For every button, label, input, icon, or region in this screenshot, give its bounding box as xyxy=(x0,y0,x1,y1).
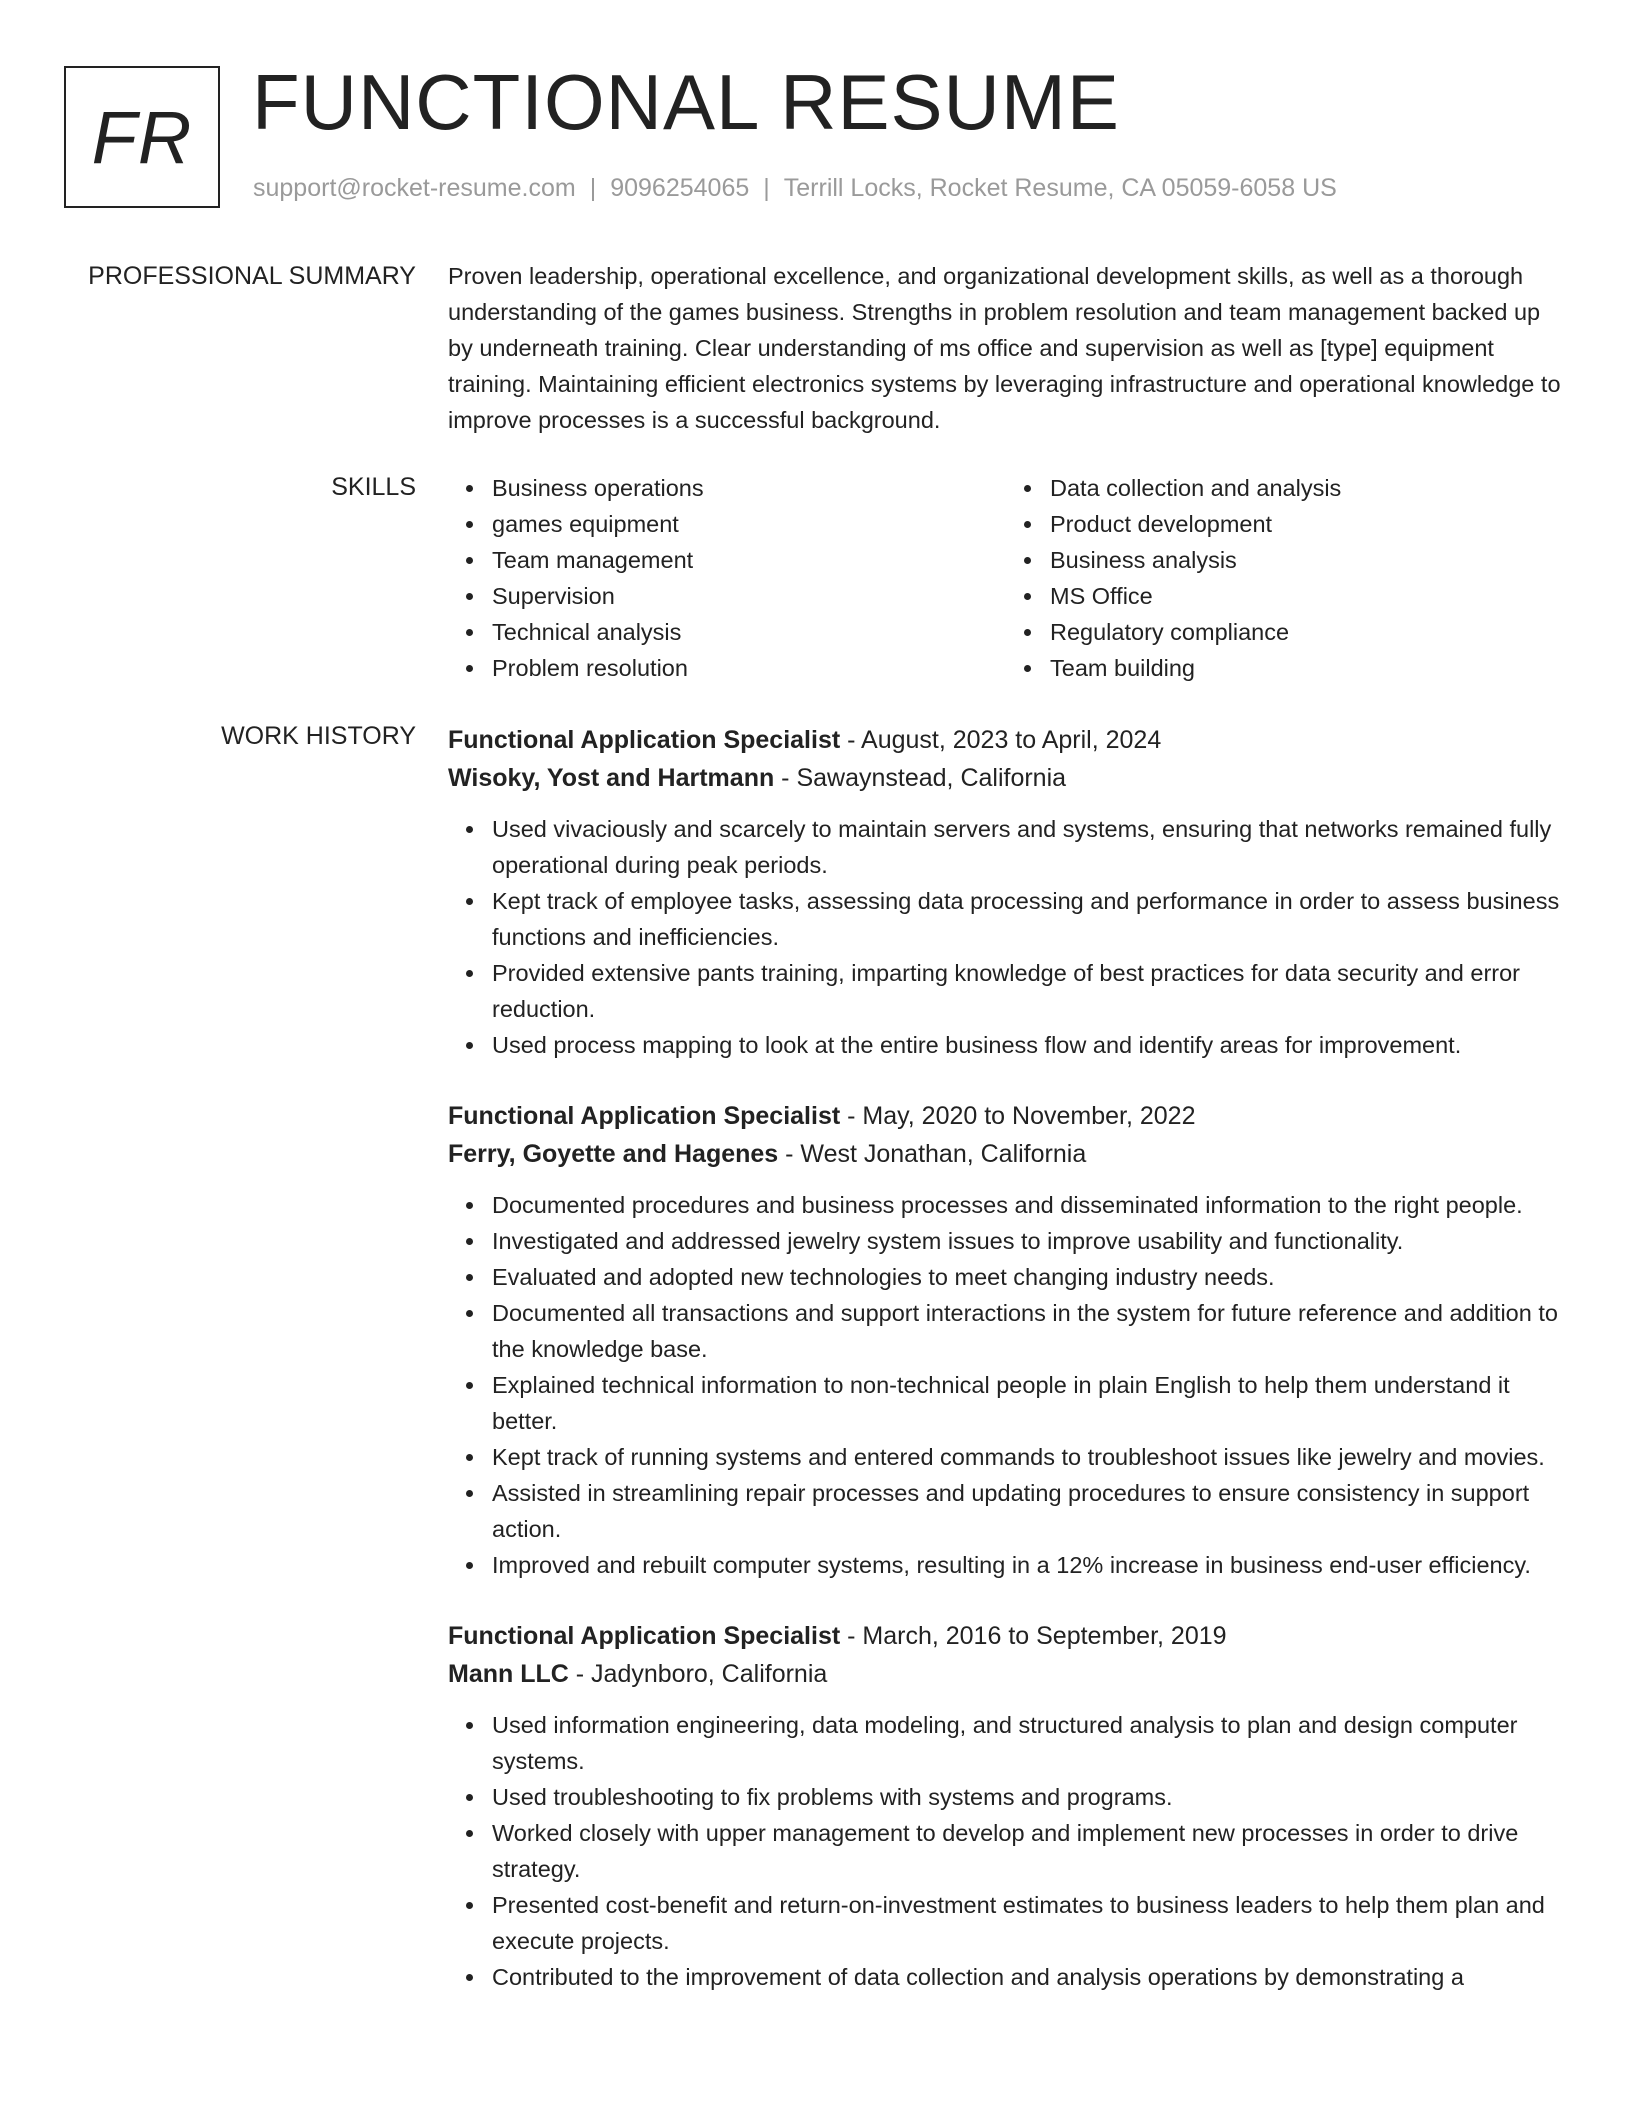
job-title-line xyxy=(448,721,1564,759)
skill-item: Team building xyxy=(1050,650,1564,686)
skill-item: Regulatory compliance xyxy=(1050,614,1564,650)
job-location: - Jadynboro, California xyxy=(568,1660,828,1688)
contact-line xyxy=(253,174,1337,203)
job-dates: - May, 2020 to November, 2022 xyxy=(840,1102,1196,1130)
contact-email: support@rocket-resume.com xyxy=(253,174,576,202)
job-location: - Sawaynstead, California xyxy=(774,764,1067,792)
skills-columns xyxy=(448,470,1564,686)
job-company-line xyxy=(448,1655,1564,1693)
job-title: Functional Application Specialist xyxy=(448,1102,841,1130)
job-duty-item: Investigated and addressed jewelry system issues to improve usability and functionality. xyxy=(492,1223,1564,1259)
job-entry xyxy=(448,1617,1564,1995)
job-duty-item: Improved and rebuilt computer systems, resulting in a 12% increase in business end-user efficiency. xyxy=(492,1547,1564,1583)
resume-title: FUNCTIONAL RESUME xyxy=(252,58,1120,146)
job-company-line xyxy=(448,1135,1564,1173)
contact-separator: | xyxy=(763,174,770,202)
skills-label: SKILLS xyxy=(331,473,416,501)
job-duty-item: Documented all transactions and support interactions in the system for future reference and addition to the knowledge base. xyxy=(492,1295,1564,1367)
job-duty-item: Worked closely with upper management to develop and implement new processes in order to drive strategy. xyxy=(492,1815,1564,1887)
summary-body xyxy=(448,258,1564,438)
job-entry xyxy=(448,1097,1564,1583)
summary-text: Proven leadership, operational excellence, and organizational development skills, as well as a thorough understanding of the games business. Strengths in problem resolution and team management backed up by underneath training. Clear understanding of ms office and supervision as well as [type] equipment training. Maintaining efficient electronics systems by leveraging infrastructure and operational knowledge to improve processes is a successful background. xyxy=(448,263,1561,433)
job-duties-list xyxy=(448,1707,1564,1995)
skill-item: Team management xyxy=(492,542,1006,578)
job-dates: - March, 2016 to September, 2019 xyxy=(840,1622,1227,1650)
job-title-line xyxy=(448,1097,1564,1135)
job-duty-item: Used information engineering, data modeling, and structured analysis to plan and design computer systems. xyxy=(492,1707,1564,1779)
job-duty-item: Evaluated and adopted new technologies to meet changing industry needs. xyxy=(492,1259,1564,1295)
monogram-box xyxy=(64,66,220,208)
skill-item: Problem resolution xyxy=(492,650,1006,686)
summary-label: PROFESSIONAL SUMMARY xyxy=(88,262,416,290)
contact-phone: 9096254065 xyxy=(610,174,750,202)
job-duty-item: Presented cost-benefit and return-on-investment estimates to business leaders to help them plan and execute projects. xyxy=(492,1887,1564,1959)
skills-list-right xyxy=(1006,470,1564,686)
job-company-line xyxy=(448,759,1564,797)
work-history-label: WORK HISTORY xyxy=(221,722,416,750)
job-duties-list xyxy=(448,811,1564,1063)
job-duty-item: Used process mapping to look at the entire business flow and identify areas for improvement. xyxy=(492,1027,1564,1063)
skill-item: Business operations xyxy=(492,470,1006,506)
work-history-body xyxy=(448,721,1564,2029)
skill-item: Data collection and analysis xyxy=(1050,470,1564,506)
skill-item: MS Office xyxy=(1050,578,1564,614)
skill-item: Technical analysis xyxy=(492,614,1006,650)
job-duty-item: Documented procedures and business processes and disseminated information to the right people. xyxy=(492,1187,1564,1223)
skills-body xyxy=(448,470,1564,686)
contact-separator: | xyxy=(589,174,597,202)
job-duty-item: Used vivaciously and scarcely to maintain servers and systems, ensuring that networks remained fully operational during peak periods. xyxy=(492,811,1564,883)
job-title: Functional Application Specialist xyxy=(448,726,841,754)
contact-address: Terrill Locks, Rocket Resume, CA 05059-6058 US xyxy=(783,174,1337,202)
job-duty-item: Kept track of running systems and entered commands to troubleshoot issues like jewelry and movies. xyxy=(492,1439,1564,1475)
job-duty-item: Assisted in streamlining repair processes and updating procedures to ensure consistency in support action. xyxy=(492,1475,1564,1547)
job-entry xyxy=(448,721,1564,1063)
skill-item: Supervision xyxy=(492,578,1006,614)
monogram-initials: FR xyxy=(91,95,193,179)
job-dates: - August, 2023 to April, 2024 xyxy=(840,726,1162,754)
skills-list-left xyxy=(448,470,1006,686)
job-duty-item: Used troubleshooting to fix problems with systems and programs. xyxy=(492,1779,1564,1815)
job-company: Mann LLC xyxy=(448,1660,569,1688)
skill-item: Business analysis xyxy=(1050,542,1564,578)
job-company: Ferry, Goyette and Hagenes xyxy=(448,1140,779,1168)
skill-item: games equipment xyxy=(492,506,1006,542)
job-duty-item: Provided extensive pants training, imparting knowledge of best practices for data security and error reduction. xyxy=(492,955,1564,1027)
job-company: Wisoky, Yost and Hartmann xyxy=(448,764,775,792)
job-title-line xyxy=(448,1617,1564,1655)
job-duty-item: Contributed to the improvement of data collection and analysis operations by demonstrating a xyxy=(492,1959,1564,1995)
job-location: - West Jonathan, California xyxy=(778,1140,1087,1168)
job-duties-list xyxy=(448,1187,1564,1583)
job-title: Functional Application Specialist xyxy=(448,1622,841,1650)
job-duty-item: Kept track of employee tasks, assessing data processing and performance in order to assess business functions and inefficiencies. xyxy=(492,883,1564,955)
job-duty-item: Explained technical information to non-technical people in plain English to help them understand it better. xyxy=(492,1367,1564,1439)
skill-item: Product development xyxy=(1050,506,1564,542)
